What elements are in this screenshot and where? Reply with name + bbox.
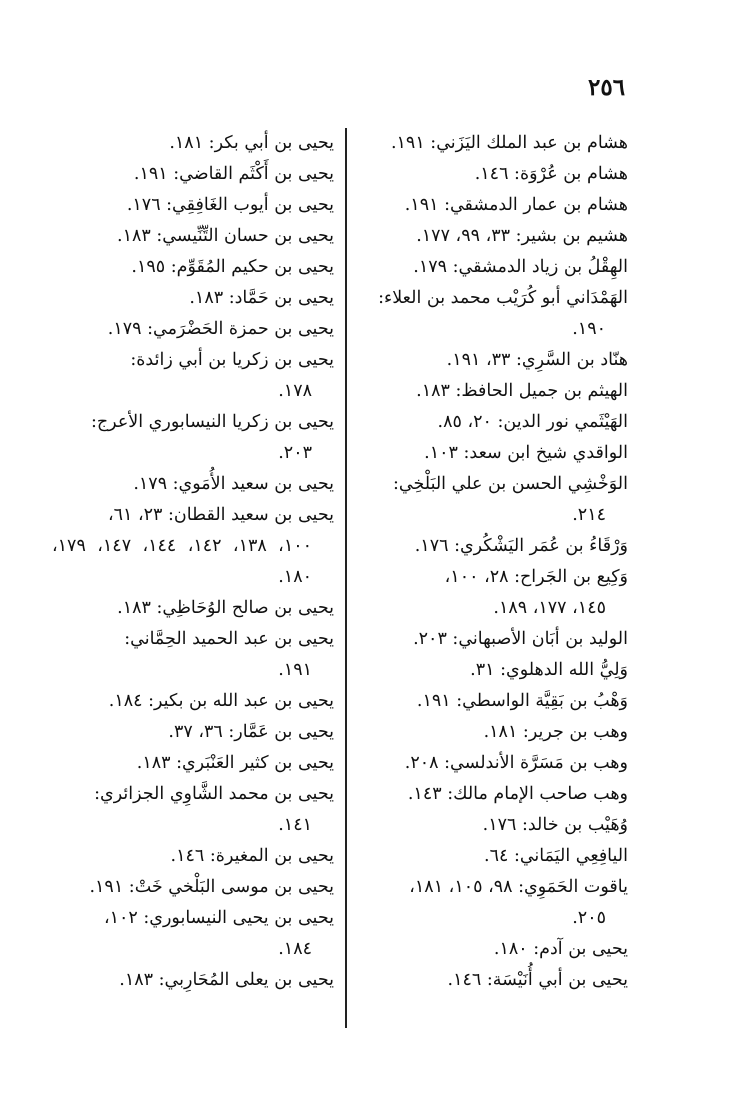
index-entry-text: وُهَيْب بن خالد: ١٧٦. (482, 815, 628, 835)
index-entry (52, 159, 334, 190)
index-entry (52, 779, 334, 841)
index-entry (52, 965, 334, 996)
index-entry (52, 500, 334, 593)
index-entry (52, 221, 334, 252)
index-entry-text: وَكِيع بن الجَراح: ٢٨، ١٠٠، (444, 567, 628, 587)
index-entry-text: هشام بن عبد الملك اليَزَني: ١٩١. (390, 133, 628, 153)
index-entry (354, 562, 628, 624)
index-entry (354, 686, 628, 717)
index-entry (354, 841, 628, 872)
index-entry (52, 686, 334, 717)
index-entry-text: يحيى بن حكيم المُقَوِّم: ١٩٥. (131, 257, 334, 277)
index-entry (52, 903, 334, 965)
index-entry (354, 872, 628, 934)
index-entry (52, 872, 334, 903)
index-entry-text: الوَخْشِي الحسن بن علي البَلْخِي: (393, 474, 628, 494)
index-entry-continuation: ١٤١. (278, 815, 312, 835)
index-entry (52, 283, 334, 314)
index-entry (52, 748, 334, 779)
index-entry-text: وهب بن جرير: ١٨١. (483, 722, 628, 742)
index-entry-continuation: ٢٠٣. (278, 443, 312, 463)
index-entry-continuation: ١٨٤. (278, 939, 312, 959)
index-entry-text: يحيى بن المغيرة: ١٤٦. (170, 846, 334, 866)
column-divider (345, 128, 347, 1028)
index-entry-text: يحيى بن حسان التِّنِّيسي: ١٨٣. (116, 226, 334, 246)
index-entry (52, 190, 334, 221)
index-entry-text: يحيى بن يحيى النيسابوري: ١٠٢، (103, 908, 334, 928)
index-entry-text: الهيثم بن جميل الحافظ: ١٨٣. (416, 381, 628, 401)
index-entry-text: يحيى بن عَمَّار: ٣٦، ٣٧. (168, 722, 334, 742)
index-entry-text: اليافِعِي اليَمَاني: ٦٤. (484, 846, 628, 866)
index-entry-continuation: ١٩٠. (572, 319, 606, 339)
index-entry-text: هشام بن عُرْوَة: ١٤٦. (474, 164, 628, 184)
index-entry (354, 128, 628, 159)
index-entry (354, 283, 628, 345)
index-entry-text: يحيى بن موسى البَلْخي خَتْ: ١٩١. (89, 877, 334, 897)
index-entry-text: يحيى بن سعيد القطان: ٢٣، ٦١، (107, 505, 334, 525)
index-entry-text: الهَيْثَمي نور الدين: ٢٠، ٨٥. (437, 412, 628, 432)
index-entry (354, 190, 628, 221)
index-entry (354, 934, 628, 965)
index-entry-text: يحيى بن أبي بكر: ١٨١. (169, 133, 334, 153)
index-entry-continuation: ١٧٨. (278, 381, 312, 401)
index-entry-text: يحيى بن آدم: ١٨٠. (493, 939, 628, 959)
index-entry (354, 159, 628, 190)
index-entry-text: الواقدي شيخ ابن سعد: ١٠٣. (424, 443, 628, 463)
index-entry-text: الهَمْدَاني أبو كُرَيْب محمد بن العلاء: (378, 288, 628, 308)
index-entry-text: يحيى بن أبي أُنَيْسَة: ١٤٦. (447, 970, 628, 990)
index-entry (52, 624, 334, 686)
index-entry-text: يحيى بن صالح الوُحَاظِي: ١٨٣. (117, 598, 334, 618)
page-number: ٢٥٦ (588, 74, 626, 101)
index-entry-text: هنّاد بن السَّرِي: ٣٣، ١٩١. (446, 350, 628, 370)
index-entry (52, 593, 334, 624)
index-entry-continuation: ١٤٥، ١٧٧، ١٨٩. (493, 598, 606, 618)
index-entry-text: وَلِيُّ الله الدهلوي: ٣١. (470, 660, 628, 680)
index-entry (354, 748, 628, 779)
index-entry-text: يحيى بن كثير العَنْبَري: ١٨٣. (136, 753, 334, 773)
index-entry (354, 655, 628, 686)
index-entry (52, 841, 334, 872)
index-entry-text: الوليد بن أبَان الأصبهاني: ٢٠٣. (413, 629, 628, 649)
index-entry-text: وَهْبُ بن بَقِيَّة الواسطي: ١٩١. (416, 691, 628, 711)
index-entry (354, 531, 628, 562)
index-entry-text: هشام بن عمار الدمشقي: ١٩١. (404, 195, 628, 215)
index-entry-continuation: ١٠٠، ١٣٨، ١٤٢، ١٤٤، ١٤٧، ١٧٩، ١٨٠. (52, 536, 313, 587)
index-entry-text: يحيى بن حمزة الحَضْرَمي: ١٧٩. (107, 319, 334, 339)
index-entry-text: وَرْقَاءُ بن عُمَر اليَشْكُري: ١٧٦. (414, 536, 628, 556)
index-entry (354, 624, 628, 655)
index-entry-continuation: ٢٠٥. (572, 908, 606, 928)
index-entry (52, 345, 334, 407)
index-entry-text: هشيم بن بشير: ٣٣، ٩٩، ١٧٧. (416, 226, 628, 246)
index-entry (354, 252, 628, 283)
index-entry-text: وهب صاحب الإمام مالك: ١٤٣. (407, 784, 628, 804)
index-entry-continuation: ١٩١. (278, 660, 312, 680)
index-column-left (52, 128, 334, 996)
index-entry (52, 717, 334, 748)
index-entry-continuation: ٢١٤. (572, 505, 606, 525)
index-entry (52, 314, 334, 345)
index-entry (354, 438, 628, 469)
index-entry-text: يحيى بن حَمَّاد: ١٨٣. (189, 288, 334, 308)
index-entry (354, 965, 628, 996)
index-entry (354, 407, 628, 438)
index-entry (354, 779, 628, 810)
index-entry (354, 469, 628, 531)
index-entry-text: يحيى بن محمد الشَّاوِي الجزائري: (94, 784, 334, 804)
index-entry-text: يحيى بن زكريا النيسابوري الأعرج: (90, 412, 334, 432)
index-entry (354, 345, 628, 376)
index-entry-text: يحيى بن سعيد الأُمَوي: ١٧٩. (133, 474, 334, 494)
index-entry-text: يحيى بن يعلى المُحَارِبي: ١٨٣. (119, 970, 334, 990)
index-entry (52, 252, 334, 283)
index-entry-text: يحيى بن عبد الله بن بكير: ١٨٤. (108, 691, 334, 711)
index-entry (52, 469, 334, 500)
index-entry (354, 810, 628, 841)
index-entry-text: الهِقْلُ بن زياد الدمشقي: ١٧٩. (413, 257, 628, 277)
index-entry-text: يحيى بن أيوب الغَافِقِي: ١٧٦. (126, 195, 334, 215)
index-entry-text: يحيى بن أَكْثَم القاضي: ١٩١. (133, 164, 334, 184)
index-column-right (354, 128, 628, 996)
index-entry (354, 717, 628, 748)
index-entry-text: يحيى بن زكريا بن أبي زائدة: (130, 350, 334, 370)
index-entry (354, 221, 628, 252)
index-entry (354, 376, 628, 407)
index-entry-text: يحيى بن عبد الحميد الحِمَّاني: (124, 629, 334, 649)
index-entry (52, 128, 334, 159)
index-entry-text: ياقوت الحَمَوِي: ٩٨، ١٠٥، ١٨١، (409, 877, 628, 897)
index-entry-text: وهب بن مَسَرَّة الأندلسي: ٢٠٨. (404, 753, 628, 773)
index-entry (52, 407, 334, 469)
